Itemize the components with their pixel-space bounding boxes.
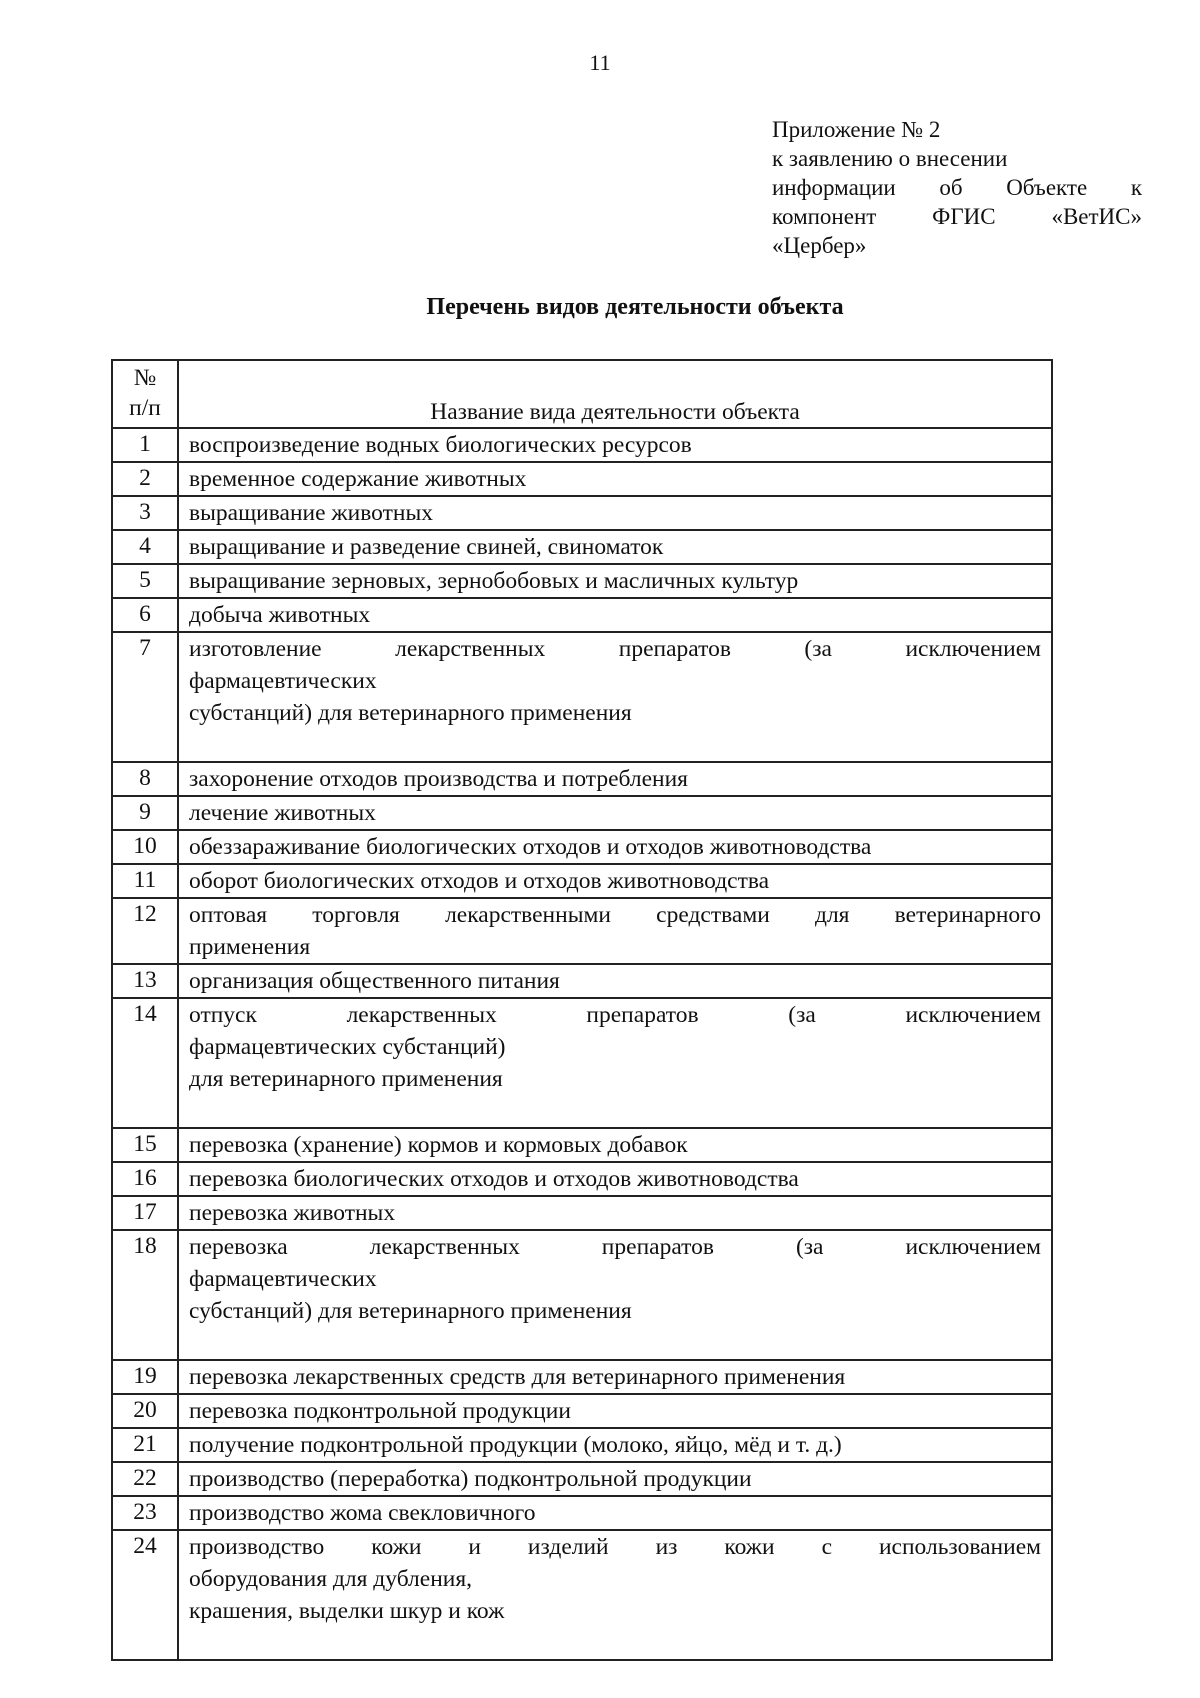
row-activity (178, 998, 1052, 1128)
row-number: 3 (112, 496, 178, 530)
row-number: 11 (112, 864, 178, 898)
activity-line: перевозка лекарственных препаратов (за исключением (189, 1234, 1041, 1260)
row-activity: обеззараживание биологических отходов и отходов животноводства (178, 830, 1052, 864)
row-number: 12 (112, 898, 178, 964)
row-activity (178, 898, 1052, 964)
table-row (112, 598, 1052, 632)
table-row (112, 864, 1052, 898)
header-number-label: п/п (129, 395, 161, 421)
row-number: 20 (112, 1394, 178, 1428)
row-number: 2 (112, 462, 178, 496)
document-title: Перечень видов деятельности объекта (426, 294, 844, 320)
activity-line: фармацевтических (189, 1266, 377, 1292)
table-row (112, 428, 1052, 462)
row-activity (178, 632, 1052, 762)
table-row (112, 762, 1052, 796)
table-row (112, 1162, 1052, 1196)
row-activity: получение подконтрольной продукции (молоко, яйцо, мёд и т. д.) (178, 1428, 1052, 1462)
row-number: 16 (112, 1162, 178, 1196)
table-row (112, 1360, 1052, 1394)
row-number: 18 (112, 1230, 178, 1360)
appendix-line: «Цербер» (772, 233, 867, 258)
row-activity (178, 1230, 1052, 1360)
row-number: 4 (112, 530, 178, 564)
appendix-line: информации об Объекте к (772, 175, 1142, 200)
row-activity: временное содержание животных (178, 462, 1052, 496)
activity-line: применения (189, 934, 311, 960)
table-row (112, 530, 1052, 564)
row-activity: оборот биологических отходов и отходов животноводства (178, 864, 1052, 898)
header-number (112, 360, 178, 428)
row-number: 14 (112, 998, 178, 1128)
row-number: 10 (112, 830, 178, 864)
row-activity: выращивание животных (178, 496, 1052, 530)
appendix-line: к заявлению о внесении (772, 146, 1008, 171)
row-activity: производство жома свекловичного (178, 1496, 1052, 1530)
header-activity-name: Название вида деятельности объекта (178, 360, 1052, 428)
table-header-row (112, 360, 1052, 428)
row-number: 6 (112, 598, 178, 632)
row-number: 1 (112, 428, 178, 462)
table-row (112, 830, 1052, 864)
table-row (112, 1230, 1052, 1360)
row-number: 13 (112, 964, 178, 998)
row-number: 8 (112, 762, 178, 796)
activity-line: крашения, выделки шкур и кож (189, 1598, 505, 1624)
table-row (112, 564, 1052, 598)
table-row (112, 1394, 1052, 1428)
row-activity: перевозка лекарственных средств для ветеринарного применения (178, 1360, 1052, 1394)
appendix-line: компонент ФГИС «ВетИС» (772, 204, 1142, 229)
row-number: 9 (112, 796, 178, 830)
activity-line: оптовая торговля лекарственными средствами для ветеринарного (189, 902, 1041, 928)
row-number: 19 (112, 1360, 178, 1394)
activities-table (111, 359, 1053, 1661)
row-number: 23 (112, 1496, 178, 1530)
row-activity: перевозка животных (178, 1196, 1052, 1230)
activity-line: для ветеринарного применения (189, 1066, 503, 1092)
table-row (112, 796, 1052, 830)
row-activity: перевозка подконтрольной продукции (178, 1394, 1052, 1428)
row-activity (178, 1530, 1052, 1660)
table-row (112, 1530, 1052, 1660)
row-activity: лечение животных (178, 796, 1052, 830)
row-number: 21 (112, 1428, 178, 1462)
table-row (112, 898, 1052, 964)
row-activity: выращивание и разведение свиней, свиноматок (178, 530, 1052, 564)
activity-line: субстанций) для ветеринарного применения (189, 1298, 632, 1324)
row-activity: организация общественного питания (178, 964, 1052, 998)
row-activity: перевозка биологических отходов и отходов животноводства (178, 1162, 1052, 1196)
table-row (112, 1128, 1052, 1162)
activity-line: производство кожи и изделий из кожи с использованием (189, 1534, 1041, 1560)
row-activity: добыча животных (178, 598, 1052, 632)
table-row (112, 998, 1052, 1128)
activity-line: субстанций) для ветеринарного применения (189, 700, 632, 726)
row-activity: перевозка (хранение) кормов и кормовых добавок (178, 1128, 1052, 1162)
activity-line: отпуск лекарственных препаратов (за исключением (189, 1002, 1041, 1028)
activity-line: фармацевтических (189, 668, 377, 694)
row-activity: выращивание зерновых, зернобобовых и масличных культур (178, 564, 1052, 598)
table-row (112, 1428, 1052, 1462)
header-number-sign: № (133, 365, 157, 391)
table-row (112, 1462, 1052, 1496)
table-row (112, 1496, 1052, 1530)
activity-line: изготовление лекарственных препаратов (за исключением (189, 636, 1041, 662)
row-number: 17 (112, 1196, 178, 1230)
table-row (112, 1196, 1052, 1230)
row-number: 24 (112, 1530, 178, 1660)
appendix-note (772, 115, 1142, 260)
activity-line: фармацевтических субстанций) (189, 1034, 506, 1060)
row-activity: захоронение отходов производства и потребления (178, 762, 1052, 796)
row-number: 22 (112, 1462, 178, 1496)
table-row (112, 964, 1052, 998)
table-row (112, 462, 1052, 496)
row-activity: производство (переработка) подконтрольной продукции (178, 1462, 1052, 1496)
table-row (112, 496, 1052, 530)
table-row (112, 632, 1052, 762)
page-number: 11 (589, 50, 611, 75)
row-number: 7 (112, 632, 178, 762)
appendix-line: Приложение № 2 (772, 117, 941, 142)
activity-line: оборудования для дубления, (189, 1566, 473, 1592)
row-number: 5 (112, 564, 178, 598)
row-activity: воспроизведение водных биологических ресурсов (178, 428, 1052, 462)
row-number: 15 (112, 1128, 178, 1162)
